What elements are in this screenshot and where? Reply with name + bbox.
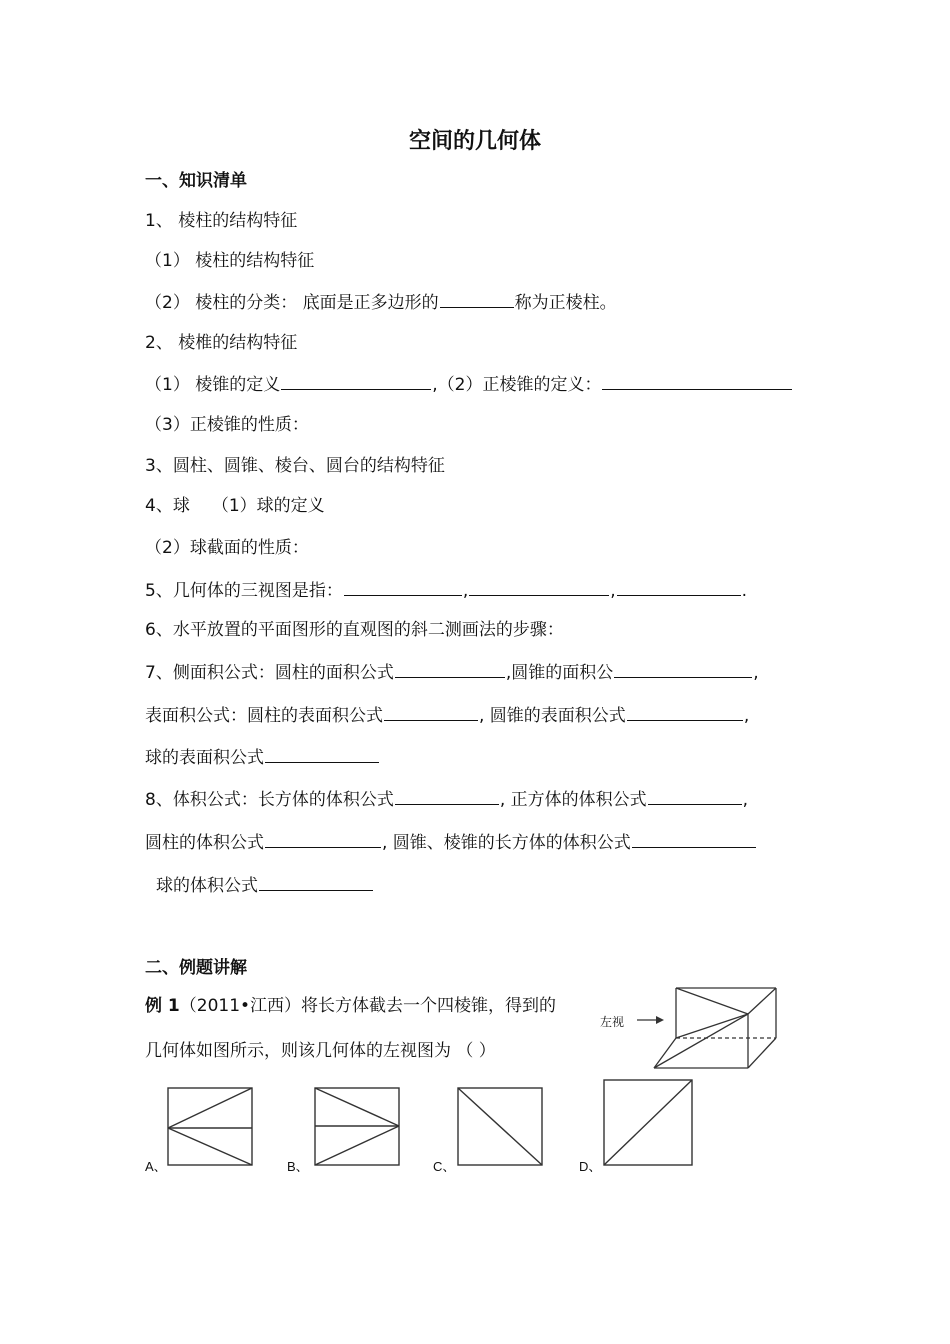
item-8-text: 8、体积公式：长方体的体积公式 [145,790,394,810]
separator: , [462,581,469,601]
item-2-3: （3）正棱锥的性质： [145,415,309,435]
fill-blank[interactable] [395,788,499,805]
item-7 [145,661,759,684]
item-8-cylinder [145,831,757,854]
solid-figure [596,978,786,1074]
fill-blank[interactable] [617,579,741,596]
fill-blank[interactable] [602,373,792,390]
example-1-line-2: 几何体如图所示，则该几何体的左视图为 （ ） [145,1041,496,1061]
item-7-text: 7、侧面积公式：圆柱的面积公式 [145,663,394,683]
item-8-sphere [156,874,374,897]
example-1-line-1 [145,995,556,1017]
item-1-2 [145,291,617,314]
separator: , [743,706,750,726]
option-d-label[interactable]: D、 [579,1159,602,1174]
item-3: 3、圆柱、圆锥、棱台、圆台的结构特征 [145,456,445,476]
fill-blank[interactable] [440,291,514,308]
item-4-2: （2）球截面的性质： [145,538,309,558]
item-5 [145,579,747,602]
item-2-1-text: （1） 棱锥的定义 [145,375,281,395]
item-2-1 [145,373,793,396]
item-7-surface-text: 表面积公式：圆柱的表面积公式 [145,706,383,726]
item-2-2-text: ,（2）正棱锥的定义： [432,375,602,395]
fill-blank[interactable] [627,704,743,721]
separator: , [742,790,749,810]
example-number: 例 1 [145,996,180,1016]
item-7-sphere [145,746,380,769]
page-title: 空间的几何体 [408,129,541,154]
item-1: 1、 棱柱的结构特征 [145,211,298,231]
fill-blank[interactable] [265,746,379,763]
item-1-2-text: （2） 棱柱的分类： 底面是正多边形的 [145,293,439,313]
item-7-text-2: ,圆锥的面积公 [505,663,614,683]
fill-blank[interactable] [395,661,505,678]
fill-blank[interactable] [265,831,381,848]
item-7-surface-text-2: , 圆锥的表面积公式 [479,706,626,726]
item-8-cylinder-text: 圆柱的体积公式 [145,833,264,853]
item-5-text: 5、几何体的三视图是指： [145,581,343,601]
separator: , [610,581,616,601]
fill-blank[interactable] [384,704,478,721]
option-a-label[interactable]: A、 [145,1159,167,1174]
item-2: 2、 棱椎的结构特征 [145,333,298,353]
item-7-surface [145,704,749,727]
item-8-cone-text: , 圆锥、棱锥的长方体的体积公式 [382,833,631,853]
fill-blank[interactable] [259,874,373,891]
item-4-text: 4、球 [145,496,190,516]
item-6: 6、水平放置的平面图形的直观图的斜二测画法的步骤： [145,620,564,640]
separator: , [753,663,759,683]
fill-blank[interactable] [344,579,462,596]
item-7-sphere-text: 球的表面积公式 [145,748,264,768]
option-c-figure [456,1086,546,1168]
item-8-sphere-text: 球的体积公式 [156,876,258,896]
item-8 [145,788,748,811]
option-b-figure [313,1086,403,1168]
figure-label-left-view: 左视 [600,1015,625,1029]
section-heading-knowledge: 一、知识清单 [145,171,247,191]
item-1-1: （1） 棱柱的结构特征 [145,251,315,271]
option-c-label[interactable]: C、 [433,1159,456,1174]
item-1-2-tail: 称为正棱柱。 [514,293,617,313]
fill-blank[interactable] [281,373,431,390]
option-b-label[interactable]: B、 [287,1159,309,1174]
item-4-1-text: （1）球的定义 [211,496,325,516]
section-heading-examples: 二、例题讲解 [145,958,247,978]
option-a-figure [166,1086,256,1168]
period: . [741,581,748,601]
fill-blank[interactable] [632,831,756,848]
fill-blank[interactable] [614,661,752,678]
item-8-text-2: , 正方体的体积公式 [499,790,647,810]
fill-blank[interactable] [469,579,609,596]
fill-blank[interactable] [648,788,742,805]
option-d-figure [602,1078,696,1168]
example-1-text: （2011•江西）将长方体截去一个四棱锥，得到的 [179,996,557,1016]
item-4 [145,495,325,517]
